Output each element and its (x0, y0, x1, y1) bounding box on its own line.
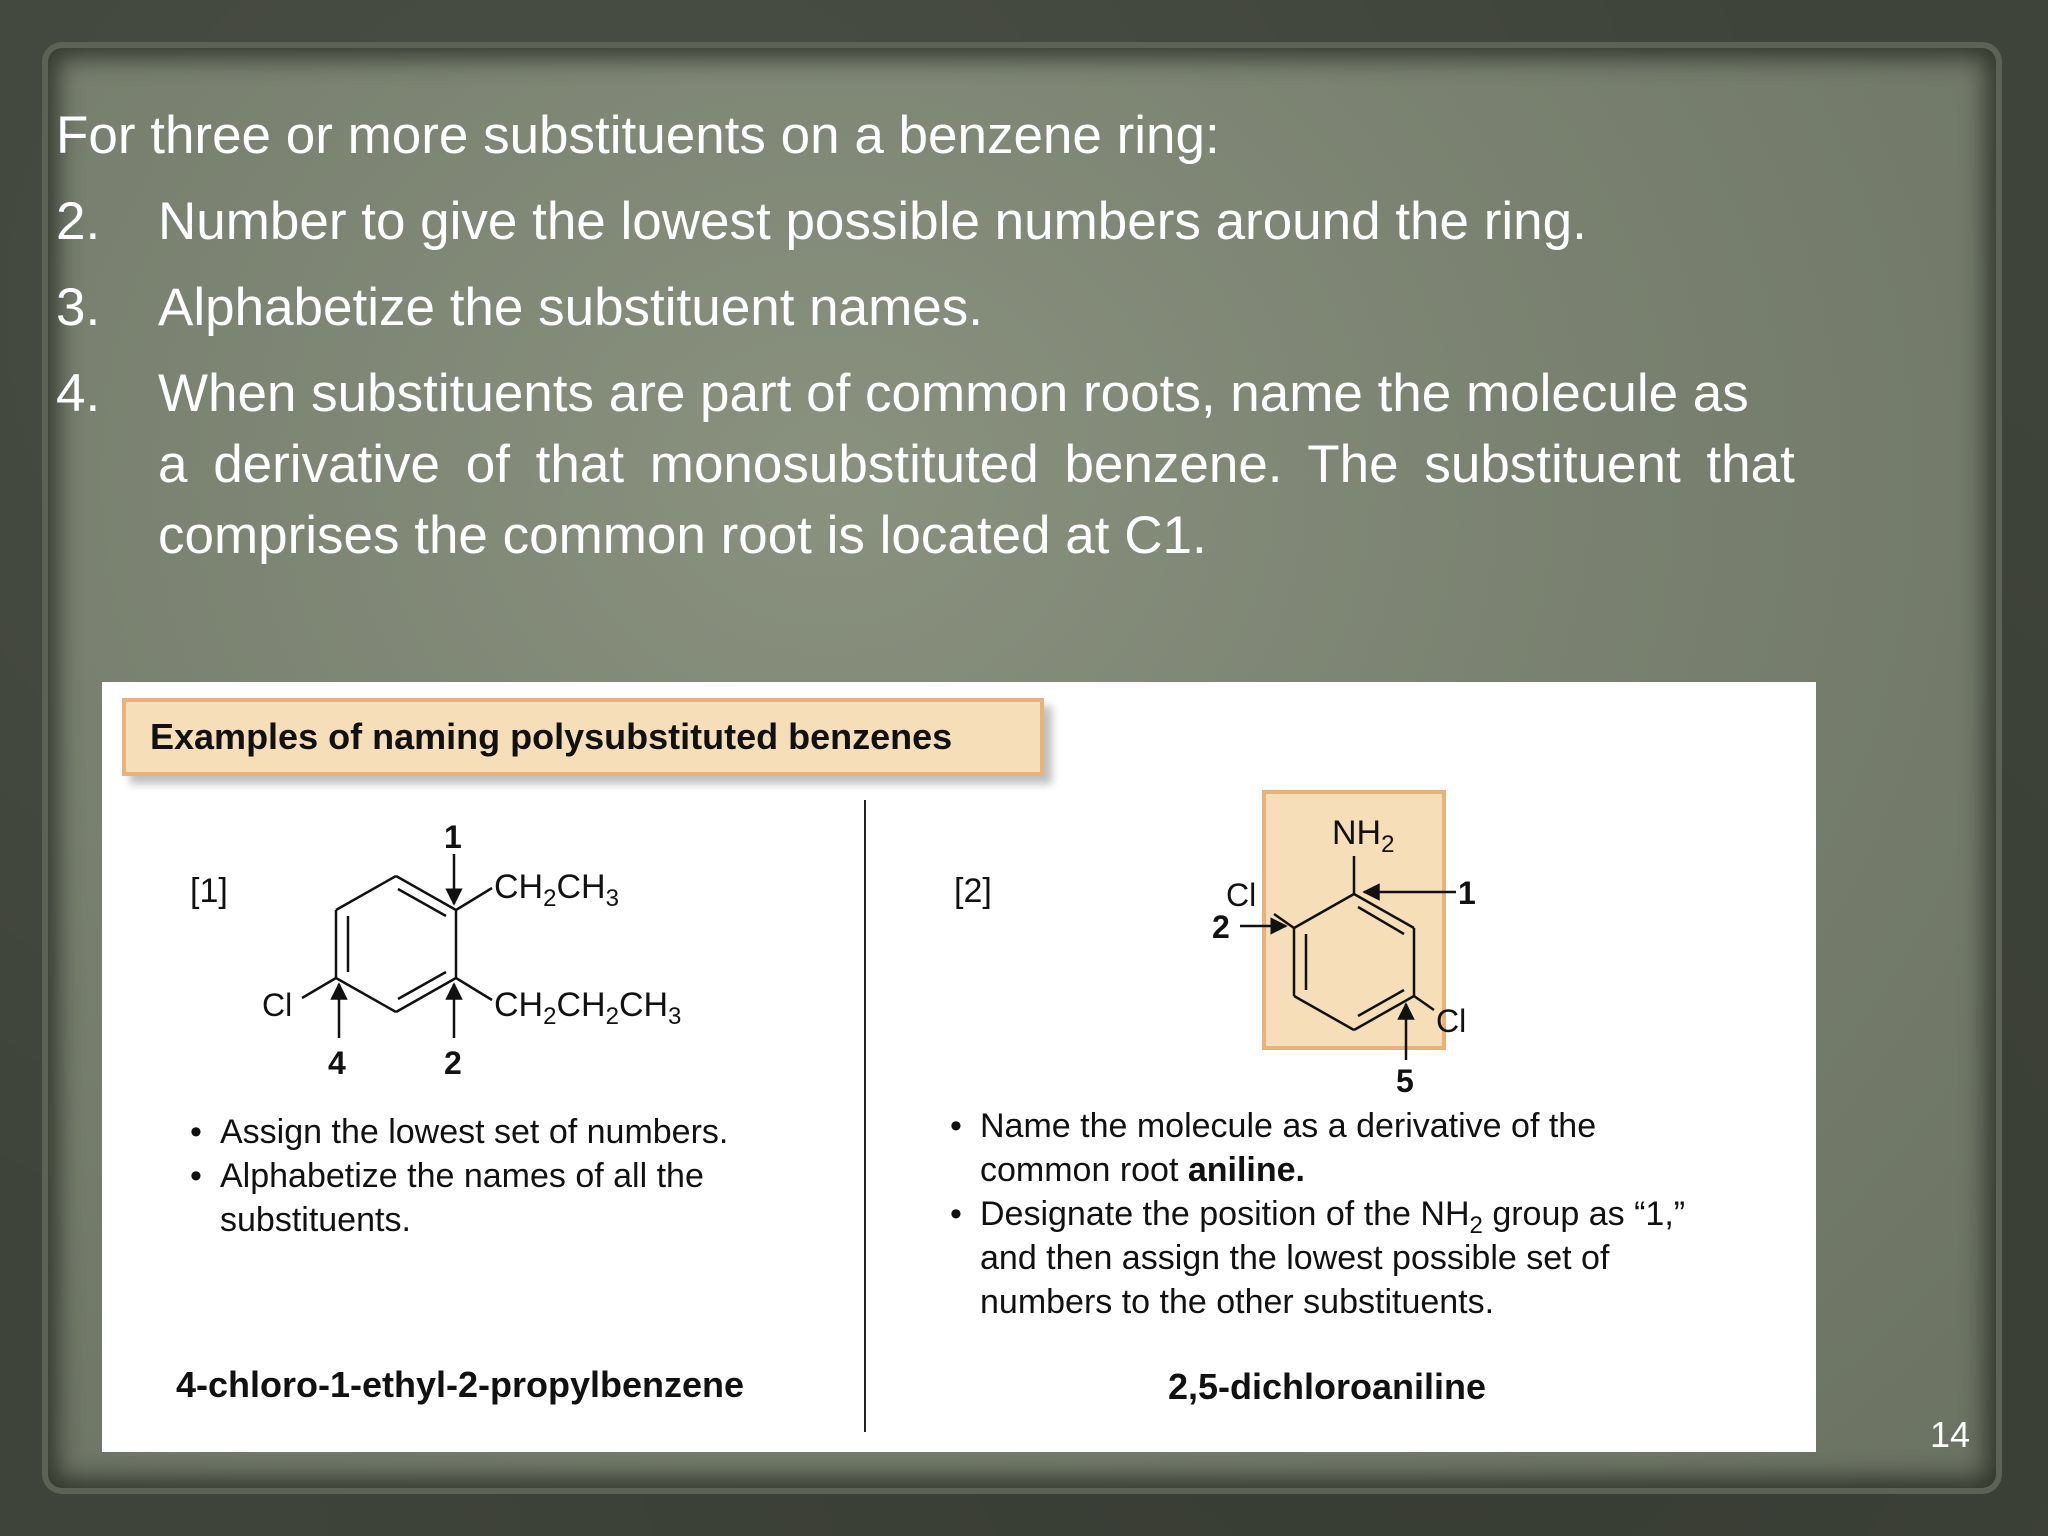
example1-tag: [1] (190, 872, 228, 910)
chloro-top-label: Cl (1226, 877, 1257, 913)
example2-tag: [2] (954, 872, 992, 910)
example1-bullets (190, 1110, 850, 1250)
bullet-text: numbers to the other substituents. (980, 1283, 1495, 1321)
rule-number: 2. (56, 192, 101, 251)
bullet-text: Name the molecule as a derivative of the (980, 1107, 1597, 1145)
slide-number: 14 (1930, 1414, 1971, 1455)
example1-name: 4-chloro-1-ethyl-2-propylbenzene (176, 1364, 745, 1405)
figure-title: Examples of naming polysubstituted benzenes (122, 698, 1044, 776)
bullet-text: common root aniline. (980, 1151, 1305, 1189)
bullet-dot: • (190, 1113, 202, 1151)
position-1-label: 1 (1458, 875, 1476, 911)
chloro-bottom-label: Cl (1436, 1003, 1467, 1039)
amino-group: $NH_2$ (1332, 814, 1395, 858)
rule-text: Alphabetize the substituent names. (158, 278, 983, 337)
bullet-text: substituents. (220, 1201, 411, 1239)
bullet-dot: • (190, 1157, 202, 1195)
position-2-label: 2 (1212, 909, 1230, 945)
benzene-ring-1 (302, 876, 492, 1012)
position-5-label: 5 (1396, 1063, 1414, 1099)
position-2-label: 2 (444, 1045, 462, 1081)
rule-number: 3. (56, 278, 101, 337)
example2-bullets (950, 1104, 1810, 1324)
intro-line: For three or more substituents on a benzene ring: (56, 106, 1220, 165)
rule-text-line2: a derivative of that monosubstituted benzene. The substituent that (158, 435, 1795, 494)
rule-text-line1: When substituents are part of common roots, name the molecule as (158, 364, 1749, 423)
rule-number: 4. (56, 364, 101, 423)
structure-1 (102, 682, 862, 1102)
chloro-label: Cl (262, 987, 293, 1023)
bullet-text: Designate the position of the $NH_2$ group as “1,” (980, 1195, 1686, 1239)
ethyl-group: $CH_2CH_3$ (494, 868, 619, 912)
bullet-text: and then assign the lowest possible set of (980, 1239, 1610, 1277)
rule-text: Number to give the lowest possible numbers around the ring. (158, 192, 1587, 251)
example2-name: 2,5-dichloroaniline (1168, 1366, 1487, 1407)
bullet-text: Alphabetize the names of all the (220, 1157, 704, 1195)
bullet-text: Assign the lowest set of numbers. (220, 1113, 729, 1151)
structure-2 (866, 682, 1816, 1102)
examples-figure (102, 682, 1816, 1452)
bullet-dot: • (950, 1195, 962, 1233)
position-4-label: 4 (328, 1045, 346, 1081)
position-1-label: 1 (444, 819, 462, 855)
rule-text-line3: comprises the common root is located at C1. (158, 506, 1207, 565)
bullet-dot: • (950, 1107, 962, 1145)
propyl-group: $CH_2CH_2CH_3$ (494, 986, 682, 1030)
